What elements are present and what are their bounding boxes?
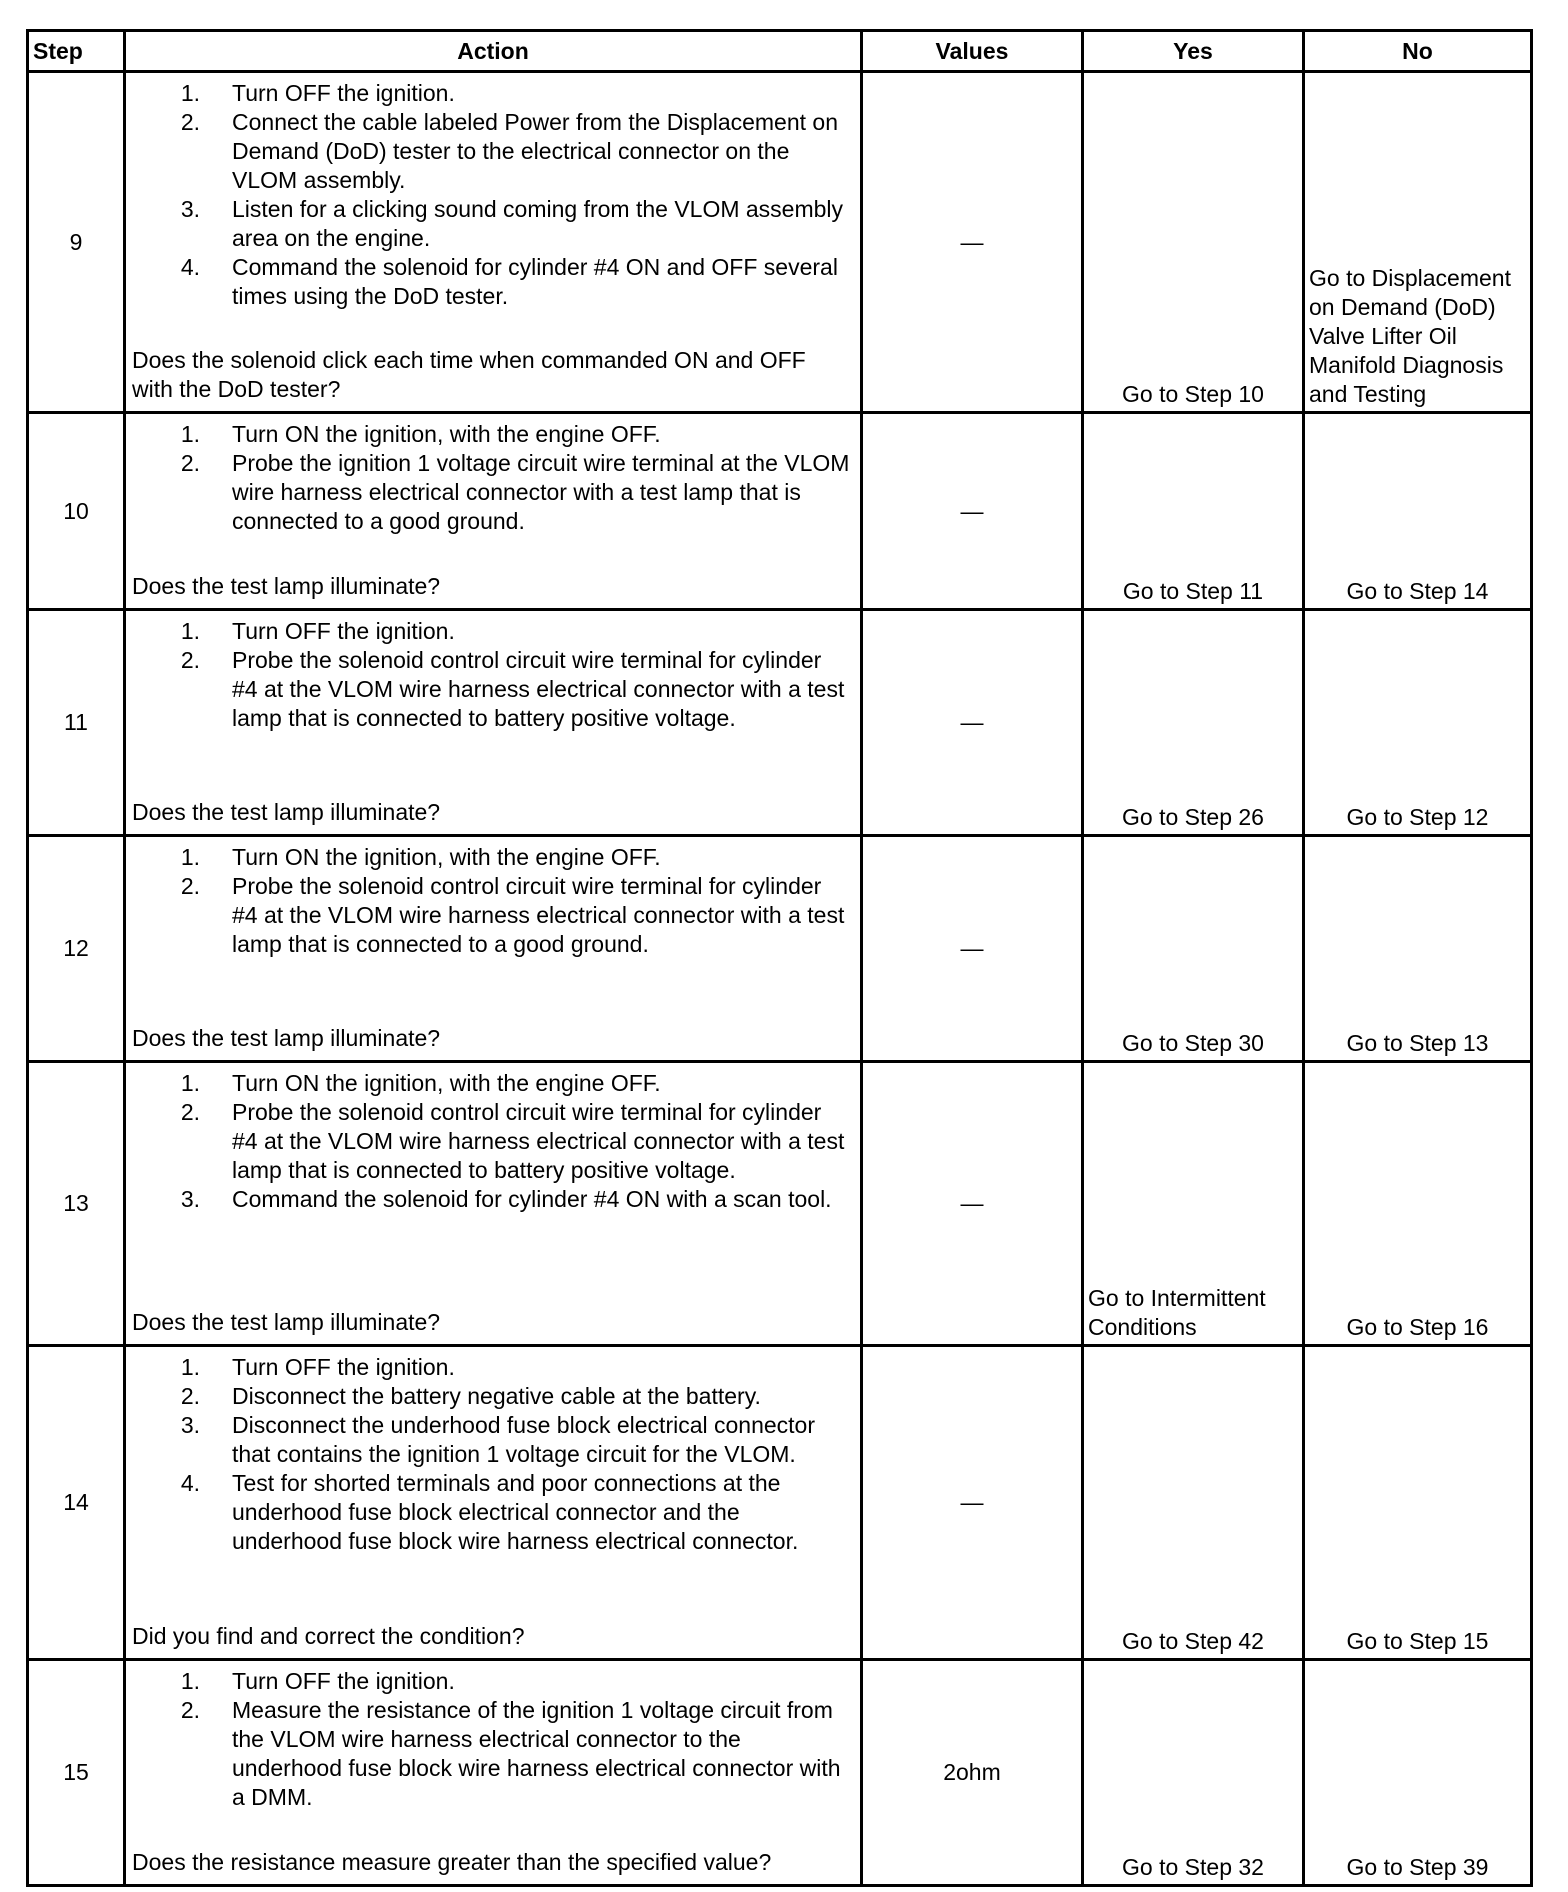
value-cell: —	[862, 1062, 1083, 1346]
action-question: Does the solenoid click each time when commanded ON and OFF with the DoD tester?	[132, 347, 806, 402]
action-step	[132, 195, 852, 253]
no-cell: Go to Step 14	[1304, 413, 1532, 610]
value-cell: 2ohm	[862, 1660, 1083, 1886]
action-step	[132, 872, 852, 959]
action-step-number: 1.	[180, 1668, 200, 1694]
step-number: 13	[28, 1062, 125, 1346]
action-cell	[125, 1660, 862, 1886]
table-row	[28, 413, 1532, 610]
action-step	[132, 1069, 852, 1098]
action-step-number: 1.	[180, 844, 200, 870]
action-steps-list	[132, 1069, 852, 1214]
action-step-text: Disconnect the battery negative cable at the battery.	[232, 1383, 761, 1409]
action-step	[132, 1382, 852, 1411]
step-number: 11	[28, 610, 125, 836]
action-cell	[125, 836, 862, 1062]
action-step	[132, 108, 852, 195]
action-step-number: 2.	[180, 1099, 200, 1125]
no-cell: Go to Step 13	[1304, 836, 1532, 1062]
action-step-text: Listen for a clicking sound coming from the VLOM assembly area on the engine.	[232, 196, 844, 251]
action-steps-list	[132, 79, 852, 311]
action-steps-list	[132, 843, 852, 959]
action-step-number: 1.	[180, 421, 200, 447]
action-cell	[125, 1346, 862, 1660]
action-step	[132, 79, 852, 108]
step-number: 12	[28, 836, 125, 1062]
action-step	[132, 1667, 852, 1696]
action-step	[132, 449, 852, 536]
action-steps-list	[132, 1353, 852, 1556]
action-question: Does the test lamp illuminate?	[132, 799, 441, 825]
action-step-number: 2.	[180, 450, 200, 476]
no-cell: Go to Step 15	[1304, 1346, 1532, 1660]
diagnostic-table	[26, 29, 1533, 1887]
action-steps-list	[132, 1667, 852, 1812]
action-question: Does the test lamp illuminate?	[132, 573, 441, 599]
action-step-number: 3.	[180, 196, 200, 222]
action-step-text: Turn ON the ignition, with the engine OFF.	[232, 421, 661, 447]
yes-cell: Go to Step 32	[1083, 1660, 1304, 1886]
table-row	[28, 1346, 1532, 1660]
no-cell: Go to Step 12	[1304, 610, 1532, 836]
action-steps-list	[132, 617, 852, 733]
action-step-text: Disconnect the underhood fuse block electrical connector that contains the ignition 1 voltage circuit for the VLOM.	[232, 1412, 816, 1467]
action-step-text: Command the solenoid for cylinder #4 ON and OFF several times using the DoD tester.	[232, 254, 838, 309]
action-steps-list	[132, 420, 852, 536]
action-cell	[125, 1062, 862, 1346]
action-step	[132, 1185, 852, 1214]
value-cell: —	[862, 72, 1083, 413]
table-row	[28, 1660, 1532, 1886]
action-step-number: 2.	[180, 873, 200, 899]
action-step	[132, 646, 852, 733]
action-step	[132, 1696, 852, 1812]
action-step-text: Probe the solenoid control circuit wire terminal for cylinder #4 at the VLOM wire harness electrical connector with a test lamp that is connected to battery positive voltage.	[232, 1099, 845, 1183]
action-step-text: Command the solenoid for cylinder #4 ON with a scan tool.	[232, 1186, 832, 1212]
action-step-text: Probe the solenoid control circuit wire terminal for cylinder #4 at the VLOM wire harness electrical connector with a test lamp that is connected to battery positive voltage.	[232, 647, 845, 731]
action-step	[132, 253, 852, 311]
action-step-text: Turn ON the ignition, with the engine OFF.	[232, 844, 661, 870]
action-step-number: 2.	[180, 647, 200, 673]
action-step-number: 1.	[180, 618, 200, 644]
value-cell: —	[862, 836, 1083, 1062]
action-question: Does the test lamp illuminate?	[132, 1025, 441, 1051]
action-step-number: 4.	[180, 1470, 200, 1496]
yes-cell: Go to Step 42	[1083, 1346, 1304, 1660]
step-number: 15	[28, 1660, 125, 1886]
action-step	[132, 617, 852, 646]
no-cell: Go to Displacement on Demand (DoD) Valve Lifter Oil Manifold Diagnosis and Testing	[1304, 72, 1532, 413]
action-cell	[125, 610, 862, 836]
action-cell	[125, 72, 862, 413]
action-step-number: 3.	[180, 1412, 200, 1438]
action-step	[132, 843, 852, 872]
value-cell: —	[862, 610, 1083, 836]
action-step-number: 1.	[180, 1354, 200, 1380]
table-row	[28, 1062, 1532, 1346]
table-body	[28, 72, 1532, 1886]
header-action: Action	[125, 31, 862, 72]
header-no: No	[1304, 31, 1532, 72]
action-step-text: Test for shorted terminals and poor connections at the underhood fuse block electrical connector and the underhood fuse block wire harness electrical connector.	[232, 1470, 799, 1554]
yes-cell: Go to Step 10	[1083, 72, 1304, 413]
action-step-text: Probe the solenoid control circuit wire terminal for cylinder #4 at the VLOM wire harness electrical connector with a test lamp that is connected to a good ground.	[232, 873, 845, 957]
action-question: Does the test lamp illuminate?	[132, 1309, 441, 1335]
action-step	[132, 1469, 852, 1556]
action-step-text: Turn OFF the ignition.	[232, 1668, 455, 1694]
yes-cell: Go to Step 26	[1083, 610, 1304, 836]
action-step-number: 2.	[180, 109, 200, 135]
action-step-text: Measure the resistance of the ignition 1 voltage circuit from the VLOM wire harness electrical connector to the underhood fuse block wire harness electrical connector with a DMM.	[232, 1697, 841, 1810]
value-cell: —	[862, 1346, 1083, 1660]
table-row	[28, 610, 1532, 836]
action-step-number: 3.	[180, 1186, 200, 1212]
header-row	[28, 31, 1532, 72]
action-step-text: Turn OFF the ignition.	[232, 1354, 455, 1380]
step-number: 9	[28, 72, 125, 413]
action-step-text: Probe the ignition 1 voltage circuit wire terminal at the VLOM wire harness electrical connector with a test lamp that is connected to a good ground.	[232, 450, 850, 534]
action-step-text: Connect the cable labeled Power from the Displacement on Demand (DoD) tester to the electrical connector on the VLOM assembly.	[232, 109, 839, 193]
action-step-number: 2.	[180, 1383, 200, 1409]
step-number: 14	[28, 1346, 125, 1660]
action-step-number: 4.	[180, 254, 200, 280]
action-step-number: 1.	[180, 1070, 200, 1096]
action-step-text: Turn OFF the ignition.	[232, 80, 455, 106]
action-cell	[125, 413, 862, 610]
action-step-number: 1.	[180, 80, 200, 106]
action-step	[132, 420, 852, 449]
action-step-number: 2.	[180, 1697, 200, 1723]
yes-cell: Go to Intermittent Conditions	[1083, 1062, 1304, 1346]
value-cell: —	[862, 413, 1083, 610]
yes-cell: Go to Step 11	[1083, 413, 1304, 610]
no-cell: Go to Step 39	[1304, 1660, 1532, 1886]
table-row	[28, 836, 1532, 1062]
header-yes: Yes	[1083, 31, 1304, 72]
header-values: Values	[862, 31, 1083, 72]
diagnostic-table-page	[26, 29, 1530, 1887]
action-step	[132, 1098, 852, 1185]
action-question: Did you find and correct the condition?	[132, 1623, 525, 1649]
action-step	[132, 1411, 852, 1469]
header-step: Step	[28, 31, 125, 72]
table-row	[28, 72, 1532, 413]
action-step-text: Turn OFF the ignition.	[232, 618, 455, 644]
action-step	[132, 1353, 852, 1382]
no-cell: Go to Step 16	[1304, 1062, 1532, 1346]
step-number: 10	[28, 413, 125, 610]
action-question: Does the resistance measure greater than the specified value?	[132, 1849, 772, 1875]
yes-cell: Go to Step 30	[1083, 836, 1304, 1062]
action-step-text: Turn ON the ignition, with the engine OFF.	[232, 1070, 661, 1096]
